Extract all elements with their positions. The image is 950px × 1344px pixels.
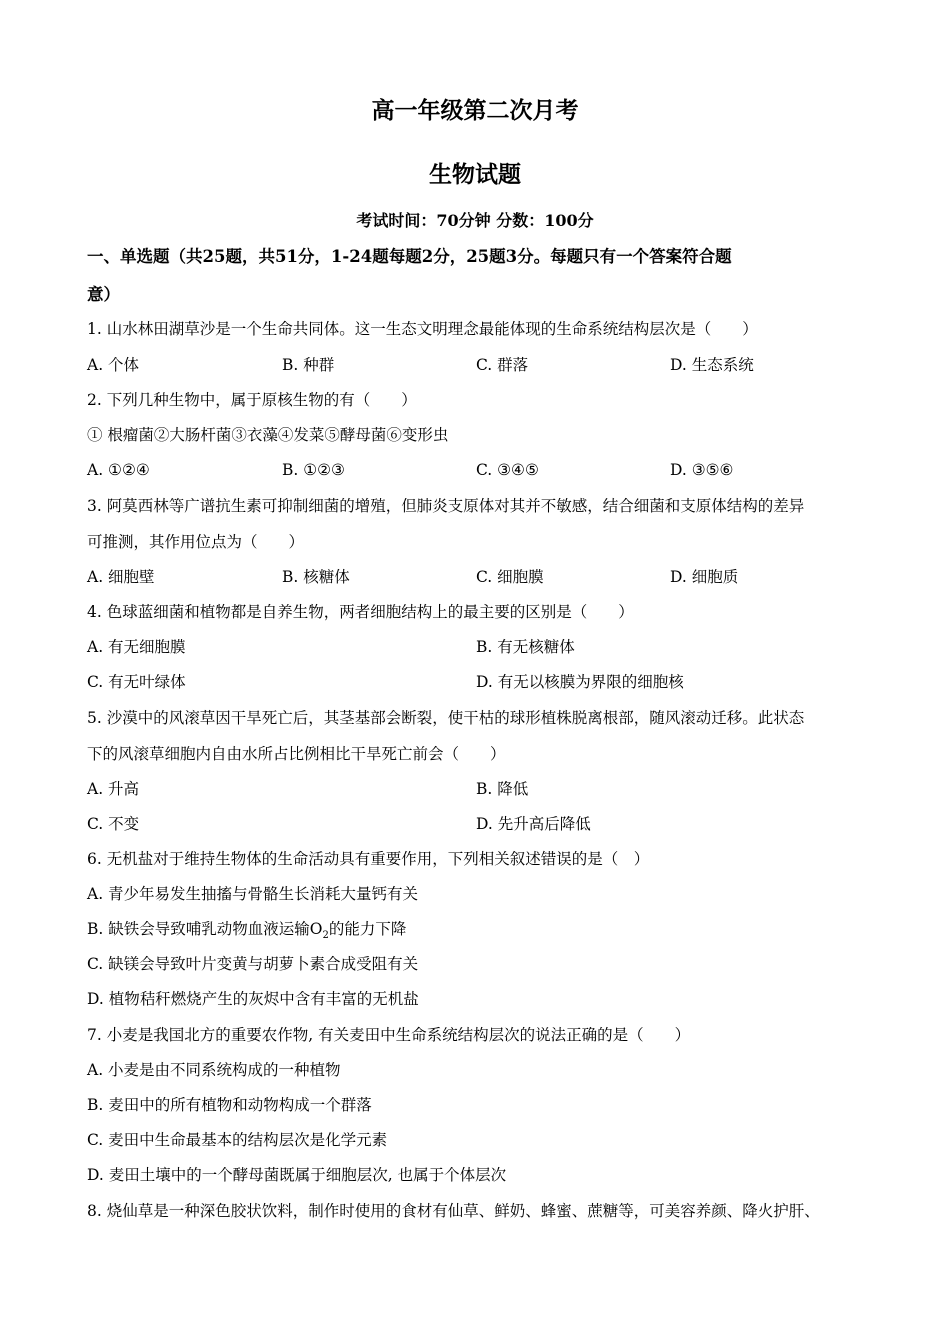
question-1-option-c: C. 群落 [476, 356, 529, 374]
question-4-option-a: A. 有无细胞膜 [87, 638, 186, 656]
question-6-option-b-tail: 的能力下降 [328, 920, 407, 938]
question-4-stem: 4. 色球蓝细菌和植物都是自养生物，两者细胞结构上的最主要的区别是（ ） [87, 603, 634, 621]
question-8-stem-line-1: 8. 烧仙草是一种深色胶状饮料，制作时使用的食材有仙草、鲜奶、蜂蜜、蔗糖等，可美容养颜、降火护肝、 [87, 1202, 820, 1220]
question-4-option-d: D. 有无以核膜为界限的细胞核 [476, 673, 684, 691]
exam-title: 高一年级第二次月考 [371, 97, 579, 124]
question-2-option-a: A. ①②④ [87, 461, 150, 479]
question-3-option-a: A. 细胞壁 [87, 568, 155, 586]
question-1-option-d: D. 生态系统 [670, 356, 754, 374]
question-6-option-a: A. 青少年易发生抽搐与骨骼生长消耗大量钙有关 [87, 885, 419, 903]
section-heading-line-1: 一、单选题（共25题，共51分，1-24题每题2分，25题3分。每题只有一个答案符合题 [87, 247, 732, 266]
question-5-option-a: A. 升高 [87, 780, 140, 798]
question-3-stem-line-1: 3. 阿莫西林等广谱抗生素可抑制细菌的增殖，但肺炎支原体对其并不敏感，结合细菌和支原体结构的差异 [87, 497, 805, 515]
question-6-option-b-text: B. 缺铁会导致哺乳动物血液运输 [87, 920, 310, 938]
question-6-option-b [87, 918, 406, 947]
question-6-option-c: C. 缺镁会导致叶片变黄与胡萝卜素合成受阻有关 [87, 955, 419, 973]
question-5-option-b: B. 降低 [476, 780, 529, 798]
question-7-option-c: C. 麦田中生命最基本的结构层次是化学元素 [87, 1131, 388, 1149]
question-3-stem-line-2: 可推测，其作用位点为（ ） [87, 533, 305, 551]
question-5-stem-line-1: 5. 沙漠中的风滚草因干旱死亡后，其茎基部会断裂，使干枯的球形植株脱离根部，随风滚动迁移。此状态 [87, 709, 805, 727]
question-6-option-d: D. 植物秸秆燃烧产生的灰烬中含有丰富的无机盐 [87, 990, 419, 1008]
question-5-option-d: D. 先升高后降低 [476, 815, 591, 833]
question-2-stem-items: ① 根瘤菌②大肠杆菌③衣藻④发菜⑤酵母菌⑥变形虫 [87, 426, 449, 444]
question-5-option-c: C. 不变 [87, 815, 140, 833]
question-3-option-b: B. 核糖体 [282, 568, 350, 586]
question-1-option-b: B. 种群 [282, 356, 335, 374]
question-7-option-a: A. 小麦是由不同系统构成的一种植物 [87, 1061, 341, 1079]
oxygen-subscript: 2 [322, 930, 329, 942]
exam-info: 考试时间：70分钟 分数：100分 [356, 211, 594, 230]
question-7-stem: 7. 小麦是我国北方的重要农作物, 有关麦田中生命系统结构层次的说法正确的是（ ） [87, 1026, 691, 1044]
question-4-option-c: C. 有无叶绿体 [87, 673, 186, 691]
question-2-option-d: D. ③⑤⑥ [670, 461, 734, 479]
question-4-option-b: B. 有无核糖体 [476, 638, 575, 656]
question-7-option-b: B. 麦田中的所有植物和动物构成一个群落 [87, 1096, 372, 1114]
question-1-option-a: A. 个体 [87, 356, 140, 374]
question-2-option-b: B. ①②③ [282, 461, 345, 479]
subject-title: 生物试题 [429, 161, 521, 188]
question-3-option-d: D. 细胞质 [670, 568, 739, 586]
question-2-stem: 2. 下列几种生物中，属于原核生物的有（ ） [87, 391, 417, 409]
question-5-stem-line-2: 下的风滚草细胞内自由水所占比例相比干旱死亡前会（ ） [87, 745, 506, 763]
question-2-option-c: C. ③④⑤ [476, 461, 539, 479]
question-7-option-d: D. 麦田土壤中的一个酵母菌既属于细胞层次, 也属于个体层次 [87, 1166, 507, 1184]
question-6-stem: 6. 无机盐对于维持生物体的生命活动具有重要作用，下列相关叙述错误的是（ ） [87, 850, 650, 868]
oxygen-formula: O [309, 920, 323, 938]
section-heading-line-2: 意） [87, 285, 120, 304]
question-3-option-c: C. 细胞膜 [476, 568, 544, 586]
question-1-stem: 1. 山水林田湖草沙是一个生命共同体。这一生态文明理念最能体现的生命系统结构层次是（ ） [87, 320, 758, 338]
